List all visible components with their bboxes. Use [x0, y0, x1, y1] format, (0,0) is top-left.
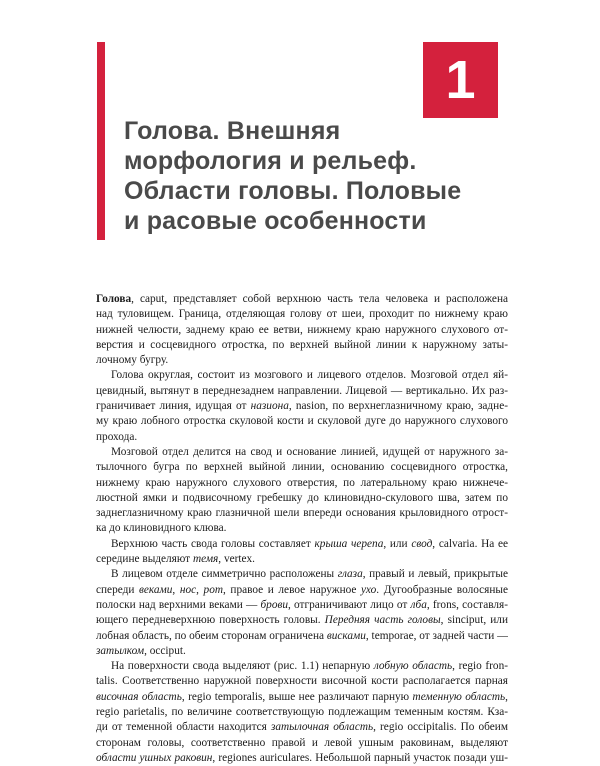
term-italic: висками [326, 629, 366, 642]
text-span: Верхнюю часть свода головы составляет [111, 537, 315, 550]
text-line: нижней челюсти, заднему краю ее ветви, нижнему краю наружного слухового от- [96, 323, 508, 336]
term-italic: затылочная область [270, 721, 374, 734]
term-italic: крыша черепа [314, 537, 384, 550]
term-italic: назиона [250, 400, 289, 413]
chapter-title-line: морфология и рельеф. [124, 147, 417, 175]
text-span: , regio fron- [452, 660, 508, 673]
text-line: сторонам головы, соответственно правой и левой ушным раковинам, выделяют [96, 736, 508, 749]
text-span: середине выделяют [96, 553, 193, 566]
paragraph-3 [96, 445, 508, 537]
chapter-accent-bar [97, 42, 105, 240]
term-italic: ухо [361, 583, 377, 596]
term-italic: лба [410, 598, 427, 611]
text-line: нижнему краю наружного слухового отверстия, по латеральному краю нижнече- [96, 476, 508, 489]
chapter-title-line: Области головы. Половые [124, 177, 462, 205]
text-span: лобная область, по обеим сторонам ограничена [96, 629, 327, 642]
text-line: лочному бугру. [96, 354, 169, 367]
paragraph-5 [96, 567, 508, 659]
text-span: , правое и левое наружное [223, 583, 362, 596]
text-line: му краю лобного отростка скуловой кости и скуловой дуге до наружного слухового [96, 415, 508, 428]
text-span: , sinciput, или [440, 614, 508, 627]
text-line: цевидный, вытянут в переднезаднем направлении. Лицевой — вертикально. Их раз- [96, 384, 508, 397]
text-span: ди от теменной области находится [96, 721, 271, 734]
text-line: тылочного бугра по верхней выйной линии, основанию сосцевидного отростка, [96, 461, 508, 474]
text-span: В лицевом отделе симметрично расположены [111, 568, 338, 581]
paragraph-2 [96, 368, 508, 444]
term-italic: нос [179, 583, 197, 596]
text-span: , [505, 690, 508, 703]
term-italic: теменную область [412, 690, 506, 703]
text-line: верстия и сосцевидного отростка, по верхней выйной линии к наружному заты- [96, 338, 508, 351]
term-italic: глаза [337, 568, 363, 581]
term-italic: Передняя часть головы [324, 614, 441, 627]
term-italic: височная область [96, 690, 182, 703]
text-span: , regio temporalis, выше нее различают парную [181, 690, 413, 703]
text-span: , отграничивают лицо от [288, 598, 411, 611]
text-line: ка до клиновидного клюва. [96, 522, 227, 535]
term-italic: брови [260, 598, 289, 611]
text-span: , или [383, 537, 412, 550]
text-span: спереди [96, 583, 139, 596]
term-italic: веками [138, 583, 173, 596]
text-span: , calvaria. На ее [432, 537, 508, 550]
chapter-title-line: Голова. Внешняя [124, 117, 341, 145]
term-italic: лобную область [373, 660, 453, 673]
text-span: На поверхности свода выделяют (рис. 1.1) непарную [111, 660, 374, 673]
text-span: граничивает линия, идущая от [96, 400, 251, 413]
text-span: , caput, представляет собой верхнюю часть тела человека и расположена [131, 293, 508, 305]
chapter-title [124, 116, 504, 236]
text-span: ющего передневерхнюю поверхность головы. [96, 614, 325, 627]
text-span: , nasion, по верхнеглазничному краю, задне- [288, 400, 508, 413]
text-span: полоски над верхними веками — [96, 598, 261, 611]
text-span: , правый и левый, прикрытые [362, 568, 508, 581]
text-line: над туловищем. Граница, отделяющая голову от шеи, проходит по нижнему краю [96, 308, 508, 321]
text-line: заднеглазничному краю глазничной шели впереди основания крыловидного отрост- [96, 507, 508, 520]
text-span: , vertex. [218, 553, 255, 566]
text-line: talis. Соответственно наружной поверхности височной кости располагается парная [96, 675, 508, 688]
term-italic: свод [411, 537, 433, 550]
paragraph-4 [96, 537, 508, 568]
body-text [96, 292, 508, 766]
term-golova: Голова [96, 293, 132, 305]
text-line: Голова округлая, состоит из мозгового и лицевого отделов. Мозговой отдел яй- [111, 369, 508, 382]
text-line: regio parietalis, по величине соответствующую подлежащим теменным костям. Кза- [96, 706, 508, 719]
text-span: , regio occipitalis. По обеим [373, 721, 508, 734]
text-span: . Дугообразные волосяные [376, 583, 508, 596]
text-line: люстной ямки и подвисочному гребешку до клиновидно-скулового шва, затем по [96, 491, 508, 504]
paragraph-1 [96, 292, 508, 368]
text-line: прохода. [96, 430, 138, 443]
text-line: Мозговой отдел делится на свод и основание линией, идущей от наружного за- [111, 445, 508, 458]
term-italic: области ушных раковин [96, 751, 213, 764]
chapter-number-badge [423, 42, 498, 118]
text-span: , [196, 583, 204, 596]
chapter-title-line: и расовые особенности [124, 207, 427, 235]
text-span: , occiput. [144, 644, 186, 657]
text-span: , temporae, от задней части — [365, 629, 508, 642]
term-italic: темя [192, 553, 219, 566]
term-italic: рот [203, 583, 224, 596]
chapter-number: 1 [445, 50, 476, 110]
text-span: , regiones auriculares. Небольшой парный участок позади уш- [212, 751, 508, 764]
text-span: , frons, составля- [426, 598, 508, 611]
text-span: , [172, 583, 180, 596]
term-italic: затылком [96, 644, 145, 657]
